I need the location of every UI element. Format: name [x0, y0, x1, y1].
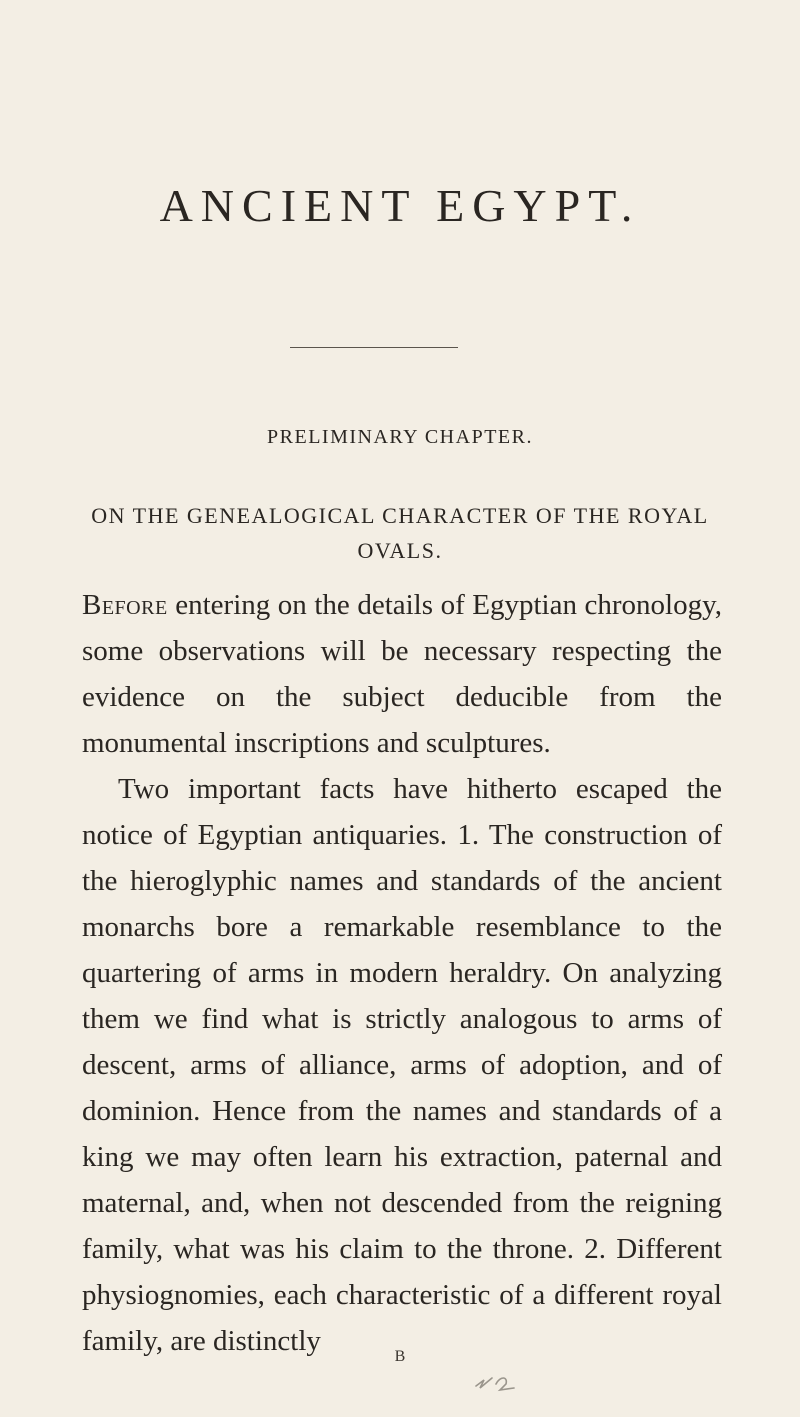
page-title: ANCIENT EGYPT.	[159, 180, 641, 231]
title-divider	[290, 347, 458, 348]
pencil-annotation	[470, 1370, 530, 1392]
paragraph-1	[82, 582, 722, 766]
body-text	[82, 582, 722, 1364]
chapter-subtitle: ON THE GENEALOGICAL CHARACTER OF THE ROYAL OVALS.	[91, 503, 709, 563]
signature-mark: B	[394, 1348, 406, 1365]
paragraph-2	[82, 766, 722, 1364]
chapter-label: PRELIMINARY CHAPTER.	[267, 426, 533, 448]
paragraph-1-text: entering on the details of Egyptian chronology, some observations will be necessary respecting the evidence on the subject deducible from the monumental inscriptions and sculptures.	[82, 589, 722, 759]
paragraph-2-text: Two important facts have hitherto escaped the notice of Egyptian antiquaries. 1. The construction of the hieroglyphic names and standards of the ancient monarchs bore a remarkable resemblance to the quartering of arms in modern heraldry. On analyzing them we find what is strictly analogous to arms of descent, arms of alliance, arms of adoption, and of dominion. Hence from the names and standards of a king we may often learn his extraction, paternal and maternal, and, when not descended from the reigning family, what was his claim to the throne. 2. Different physiognomies, each characteristic of a different royal family, are distinctly	[82, 773, 722, 1357]
paragraph-lead-word: Before	[82, 589, 168, 621]
pencil-stroke	[476, 1378, 514, 1390]
